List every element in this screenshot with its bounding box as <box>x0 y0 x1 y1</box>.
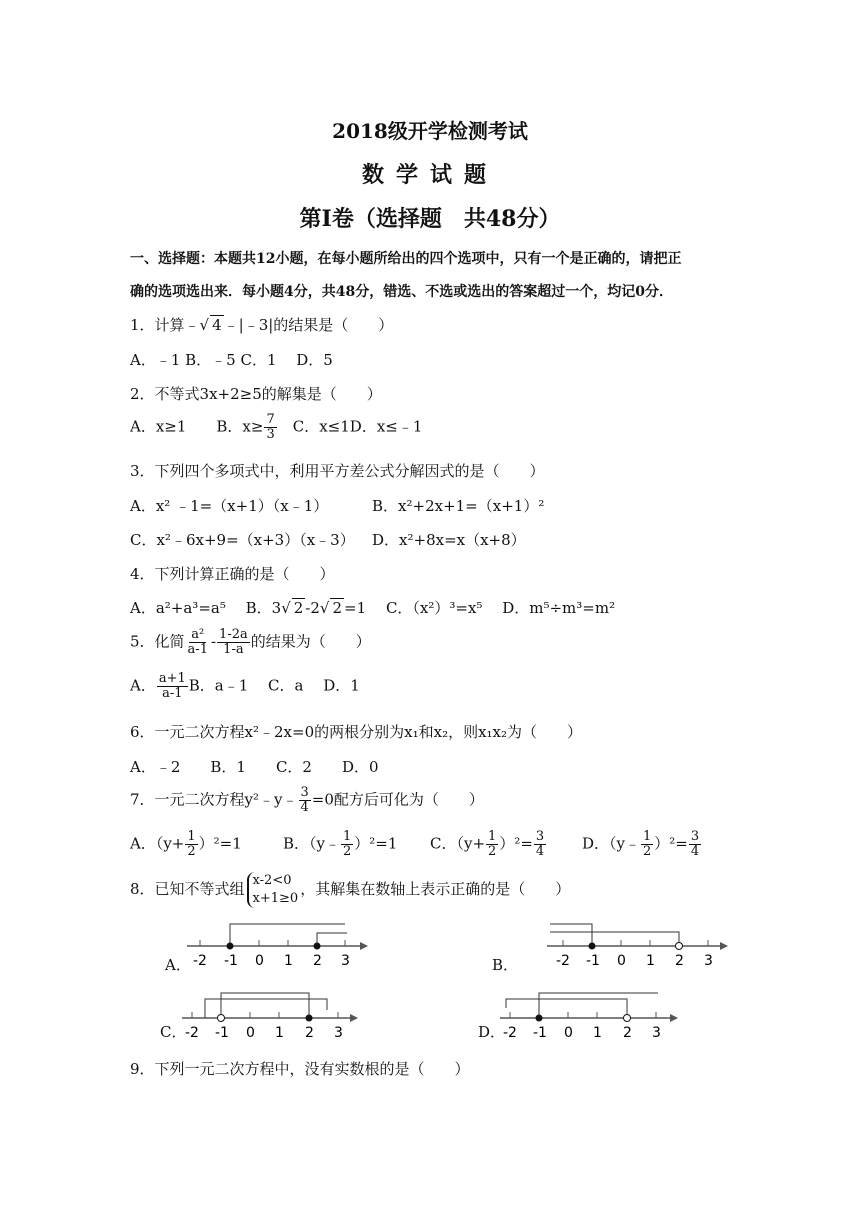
svg-text:2: 2 <box>623 1025 632 1041</box>
svg-text:-2: -2 <box>503 1025 517 1041</box>
section-instruction-line1: 一、选择题：本题共12小题，在每小题所给出的四个选项中，只有一个是正确的，请把正 <box>130 251 682 267</box>
svg-text:-1: -1 <box>215 1025 229 1041</box>
svg-text:-1: -1 <box>224 953 238 969</box>
subject-title: 数学试题 <box>361 162 498 188</box>
question-1-options: A．﹣1 B．﹣5 C．1 D．5 <box>130 351 333 369</box>
question-3: 3．下列四个多项式中，利用平方差公式分解因式的是（ ） <box>130 462 545 480</box>
svg-text:1: 1 <box>275 1025 284 1041</box>
svg-text:0: 0 <box>564 1025 573 1041</box>
number-line-c <box>180 990 365 1045</box>
q1-radicand: 4 <box>212 316 222 334</box>
question-5: 5．化简 $\frac{\text{a²}}{a-1}$ - $\frac{1-2a}{1-a}$ 的结果为（ ） <box>130 627 371 657</box>
svg-text:3: 3 <box>652 1025 661 1041</box>
tick-marks <box>200 940 345 946</box>
question-7-option-a: A．（y+ $\frac{1}{2}$ ）²=1 <box>130 829 242 859</box>
svg-text:-2: -2 <box>185 1025 199 1041</box>
question-4-options: A．a²+a³=a⁵ B．3√ 2 -2√ 2 =1 C．（x²）³=x⁵ D．m⁵÷m³=m² <box>130 599 616 617</box>
question-1: 1．计算﹣√ 4 ﹣|﹣3|的结果是（ ） <box>130 316 394 334</box>
svg-text:3: 3 <box>334 1025 343 1041</box>
question-6-options: A．﹣2 B．1 C．2 D．0 <box>130 758 379 776</box>
question-2: 2．不等式3x+2≥5的解集是（ ） <box>130 385 382 403</box>
svg-text:2: 2 <box>305 1025 314 1041</box>
question-3-option-c: C．x²﹣6x+9=（x+3）（x﹣3） <box>130 531 355 549</box>
q7-fraction: $\frac{3}{4}$ <box>300 785 309 815</box>
exam-title: 2018级开学检测考试 <box>332 119 528 143</box>
svg-text:-1: -1 <box>533 1025 547 1041</box>
q5-fraction-2: $\frac{1-2a}{1-a}$ <box>219 627 248 657</box>
svg-text:3: 3 <box>704 953 713 969</box>
svg-text:-1: -1 <box>586 953 600 969</box>
option-a-label: A． <box>165 956 191 974</box>
svg-text:2: 2 <box>313 953 322 969</box>
svg-text:3: 3 <box>341 953 350 969</box>
question-4: 4．下列计算正确的是（ ） <box>130 565 335 583</box>
svg-text:2: 2 <box>675 953 684 969</box>
number-line-d <box>498 990 683 1045</box>
option-c-label: C． <box>160 1023 187 1041</box>
question-3-option-b: B．x²+2x+1=（x+1）² <box>372 497 545 515</box>
q2-fraction: $\frac{7}{3}$ <box>266 412 275 442</box>
option-d-label: D． <box>478 1023 506 1041</box>
number-line-a <box>185 918 370 973</box>
question-8: 8．已知不等式组 x-2<0 x+1≥0 ，其解集在数轴上表示正确的是（ ） <box>130 873 571 906</box>
svg-text:0: 0 <box>246 1025 255 1041</box>
tick-label: -2 <box>193 953 207 969</box>
q5-fraction-1: $\frac{\text{a²}}{a-1}$ <box>187 627 208 657</box>
question-2-options: A．x≥1 B．x≥ $\frac{7}{3}$ C．x≤1D．x≤﹣1 <box>130 412 423 442</box>
question-7-option-b: B．（y﹣ $\frac{1}{2}$ ）²=1 <box>283 829 398 859</box>
svg-text:1: 1 <box>284 953 293 969</box>
question-7: 7．一元二次方程y²﹣y﹣ $\frac{3}{4}$ =0配方后可化为（ ） <box>130 785 484 815</box>
question-7-option-d: D．（y﹣ $\frac{1}{2}$ ）²= $\frac{3}{4}$ <box>582 829 700 859</box>
svg-text:0: 0 <box>617 953 626 969</box>
q5-option-a-fraction: $\frac{a+1}{a-1}$ <box>158 671 186 701</box>
svg-text:1: 1 <box>646 953 655 969</box>
inequality-system: x-2<0 x+1≥0 <box>247 872 299 908</box>
section-instruction-line2: 确的选项选出来．每小题4分，共48分，错选、不选或选出的答案超过一个，均记0分． <box>130 284 673 300</box>
svg-text:0: 0 <box>255 953 264 969</box>
question-5-options: A． $\frac{a+1}{a-1}$ B．a﹣1 C．a D．1 <box>130 671 360 701</box>
question-9: 9．下列一元二次方程中，没有实数根的是（ ） <box>130 1060 470 1078</box>
number-line-b <box>545 918 730 973</box>
question-3-option-d: D．x²+8x=x（x+8） <box>372 531 526 549</box>
volume-title: 第Ⅰ卷（选择题 共48分） <box>299 206 561 232</box>
question-6: 6．一元二次方程x²﹣2x=0的两根分别为x₁和x₂，则x₁x₂为（ ） <box>130 723 583 741</box>
svg-text:-2: -2 <box>556 953 570 969</box>
option-b-label: B． <box>492 956 519 974</box>
question-3-option-a: A．x² ﹣1=（x+1）（x﹣1） <box>130 497 329 515</box>
question-7-option-c: C．（y+ $\frac{1}{2}$ ）²= $\frac{3}{4}$ <box>430 829 545 859</box>
svg-text:1: 1 <box>593 1025 602 1041</box>
